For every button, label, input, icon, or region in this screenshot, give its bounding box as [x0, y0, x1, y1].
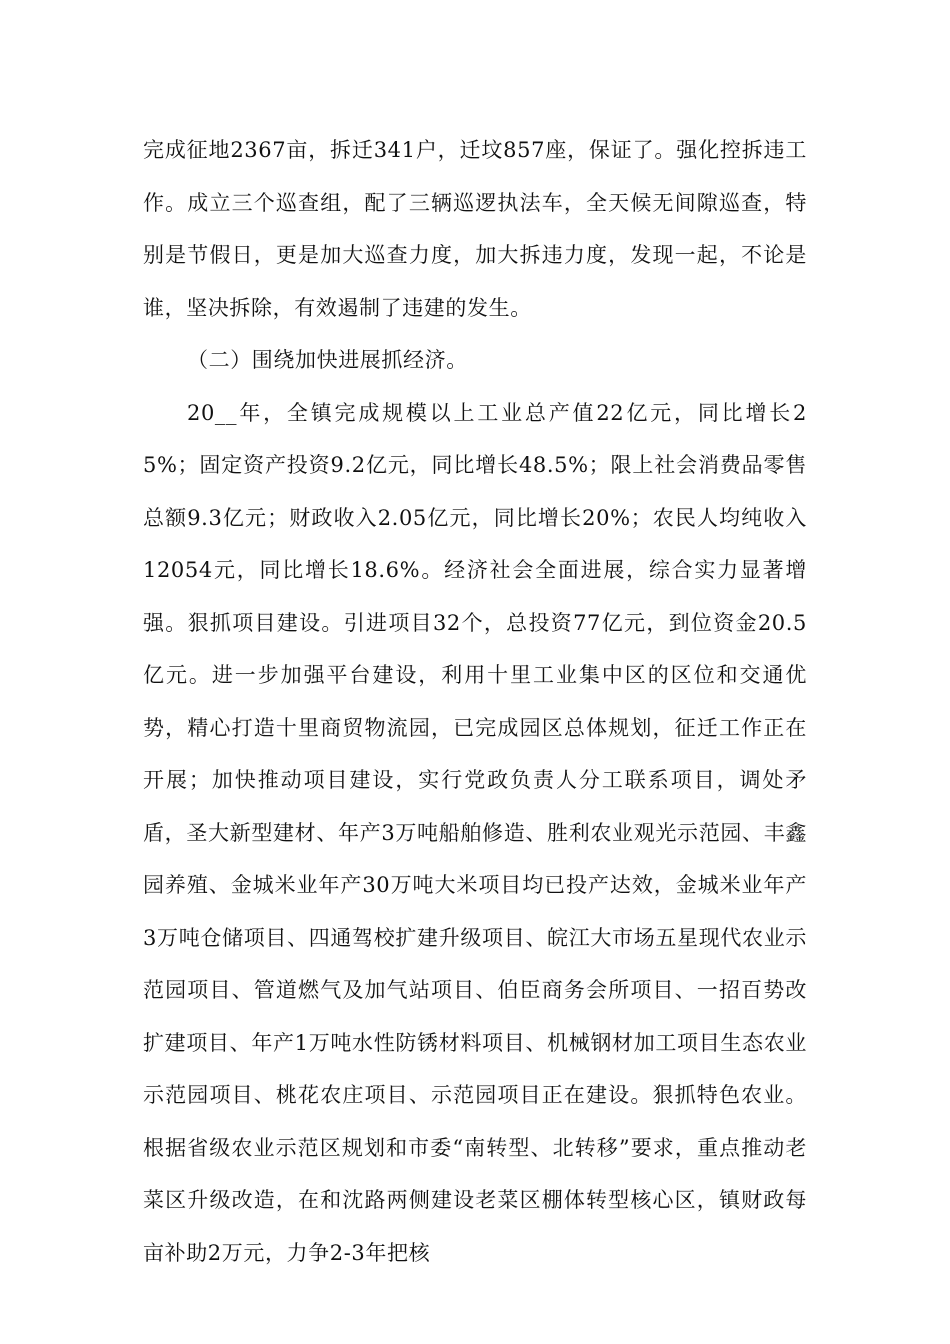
section-heading-economy: （二）围绕加快进展抓经济。 — [187, 348, 468, 372]
document-body — [143, 124, 807, 1279]
paragraph-economy-details: 20__年，全镇完成规模以上工业总产值22亿元，同比增长25%；固定资产投资9.2亿元，同比增长48.5%；限上社会消费品零售总额9.3亿元；财政收入2.05亿元，同比增长20%；农民人均纯收入12054元，同比增长18.6%。经济社会全面进展，综合实力显著增强。狠抓项目建设。引进项目32个，总投资77亿元，到位资金20.5亿元。进一步加强平台建设，利用十里工业集中区的区位和交通优势，精心打造十里商贸物流园，已完成园区总体规划，征迁工作正在开展；加快推动项目建设，实行党政负责人分工联系项目，调处矛盾，圣大新型建材、年产3万吨船舶修造、胜利农业观光示范园、丰鑫园养殖、金城米业年产30万吨大米项目均已投产达效，金城米业年产3万吨仓储项目、四通驾校扩建升级项目、皖江大市场五星现代农业示范园项目、管道燃气及加气站项目、伯臣商务会所项目、一招百势改扩建项目、年产1万吨水性防锈材料项目、机械钢材加工项目生态农业示范园项目、桃花农庄项目、示范园项目正在建设。狠抓特色农业。根据省级农业示范区规划和市委“南转型、北转移”要求，重点推动老菜区升级改造，在和沈路两侧建设老菜区棚体转型核心区，镇财政每亩补助2万元，力争2-3年把核 — [143, 400, 807, 1265]
paragraph-demolition-control: 完成征地2367亩，拆迁341户，迁坟857座，保证了。强化控拆违工作。成立三个巡查组，配了三辆巡逻执法车，全天候无间隙巡查，特别是节假日，更是加大巡查力度，加大拆违力度，发现一起，不论是谁，坚决拆除，有效遏制了违建的发生。 — [143, 138, 807, 320]
